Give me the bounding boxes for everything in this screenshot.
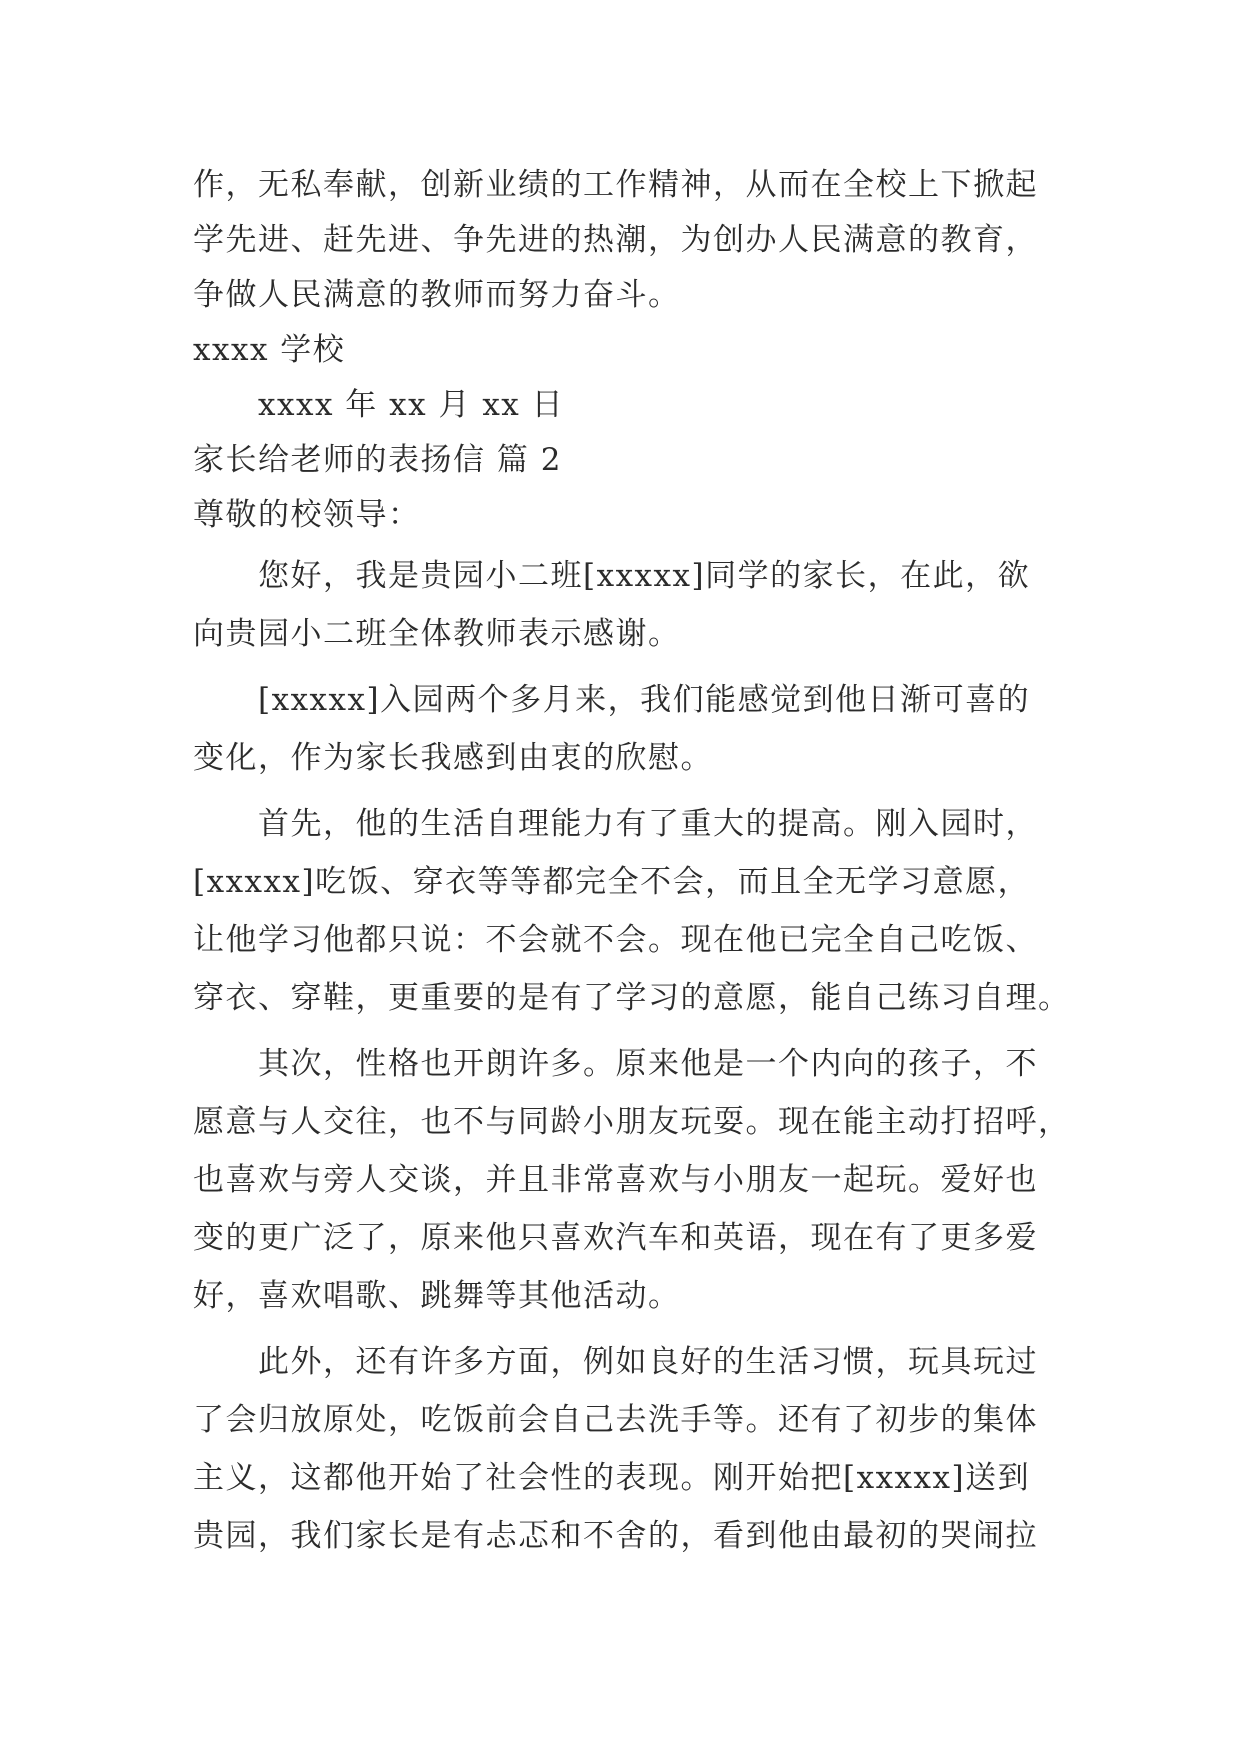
salutation: 尊敬的校领导：: [193, 497, 421, 533]
paragraph-line: 愿意与人交往，也不与同龄小朋友玩耍。现在能主动打招呼，: [193, 1104, 1071, 1140]
body-line: 争做人民满意的教师而努力奋斗。: [193, 277, 681, 313]
paragraph-line: 贵园，我们家长是有忐忑和不舍的，看到他由最初的哭闹拉: [193, 1518, 1038, 1554]
body-line: 学先进、赶先进、争先进的热潮，为创办人民满意的教育，: [193, 222, 1038, 258]
paragraph-line: 其次，性格也开朗许多。原来他是一个内向的孩子，不: [258, 1046, 1038, 1082]
body-line: 作，无私奉献，创新业绩的工作精神，从而在全校上下掀起: [193, 167, 1038, 203]
paragraph-line: 穿衣、穿鞋，更重要的是有了学习的意愿，能自己练习自理。: [193, 980, 1071, 1016]
paragraph-line: 了会归放原处，吃饭前会自己去洗手等。还有了初步的集体: [193, 1402, 1038, 1438]
paragraph-line: 此外，还有许多方面，例如良好的生活习惯，玩具玩过: [258, 1344, 1038, 1380]
paragraph-line: 让他学习他都只说：不会就不会。现在他已完全自己吃饭、: [193, 922, 1038, 958]
paragraph-line: 变化，作为家长我感到由衷的欣慰。: [193, 740, 713, 776]
paragraph-line: [xxxxx]入园两个多月来，我们能感觉到他日渐可喜的: [258, 682, 1031, 718]
letter-heading: 家长给老师的表扬信 篇 2: [193, 442, 562, 478]
signature-school: xxxx 学校: [193, 332, 346, 368]
paragraph-line: 也喜欢与旁人交谈，并且非常喜欢与小朋友一起玩。爱好也: [193, 1162, 1038, 1198]
paragraph-line: [xxxxx]吃饭、穿衣等等都完全不会，而且全无学习意愿，: [193, 864, 1031, 900]
paragraph-line: 您好，我是贵园小二班[xxxxx]同学的家长，在此，欲: [258, 558, 1031, 594]
paragraph-line: 首先，他的生活自理能力有了重大的提高。刚入园时，: [258, 806, 1038, 842]
paragraph-line: 主义，这都他开始了社会性的表现。刚开始把[xxxxx]送到: [193, 1460, 1031, 1496]
paragraph-line: 向贵园小二班全体教师表示感谢。: [193, 616, 681, 652]
paragraph-line: 好，喜欢唱歌、跳舞等其他活动。: [193, 1278, 681, 1314]
paragraph-line: 变的更广泛了，原来他只喜欢汽车和英语，现在有了更多爱: [193, 1220, 1038, 1256]
signature-date: xxxx 年 xx 月 xx 日: [258, 387, 565, 423]
